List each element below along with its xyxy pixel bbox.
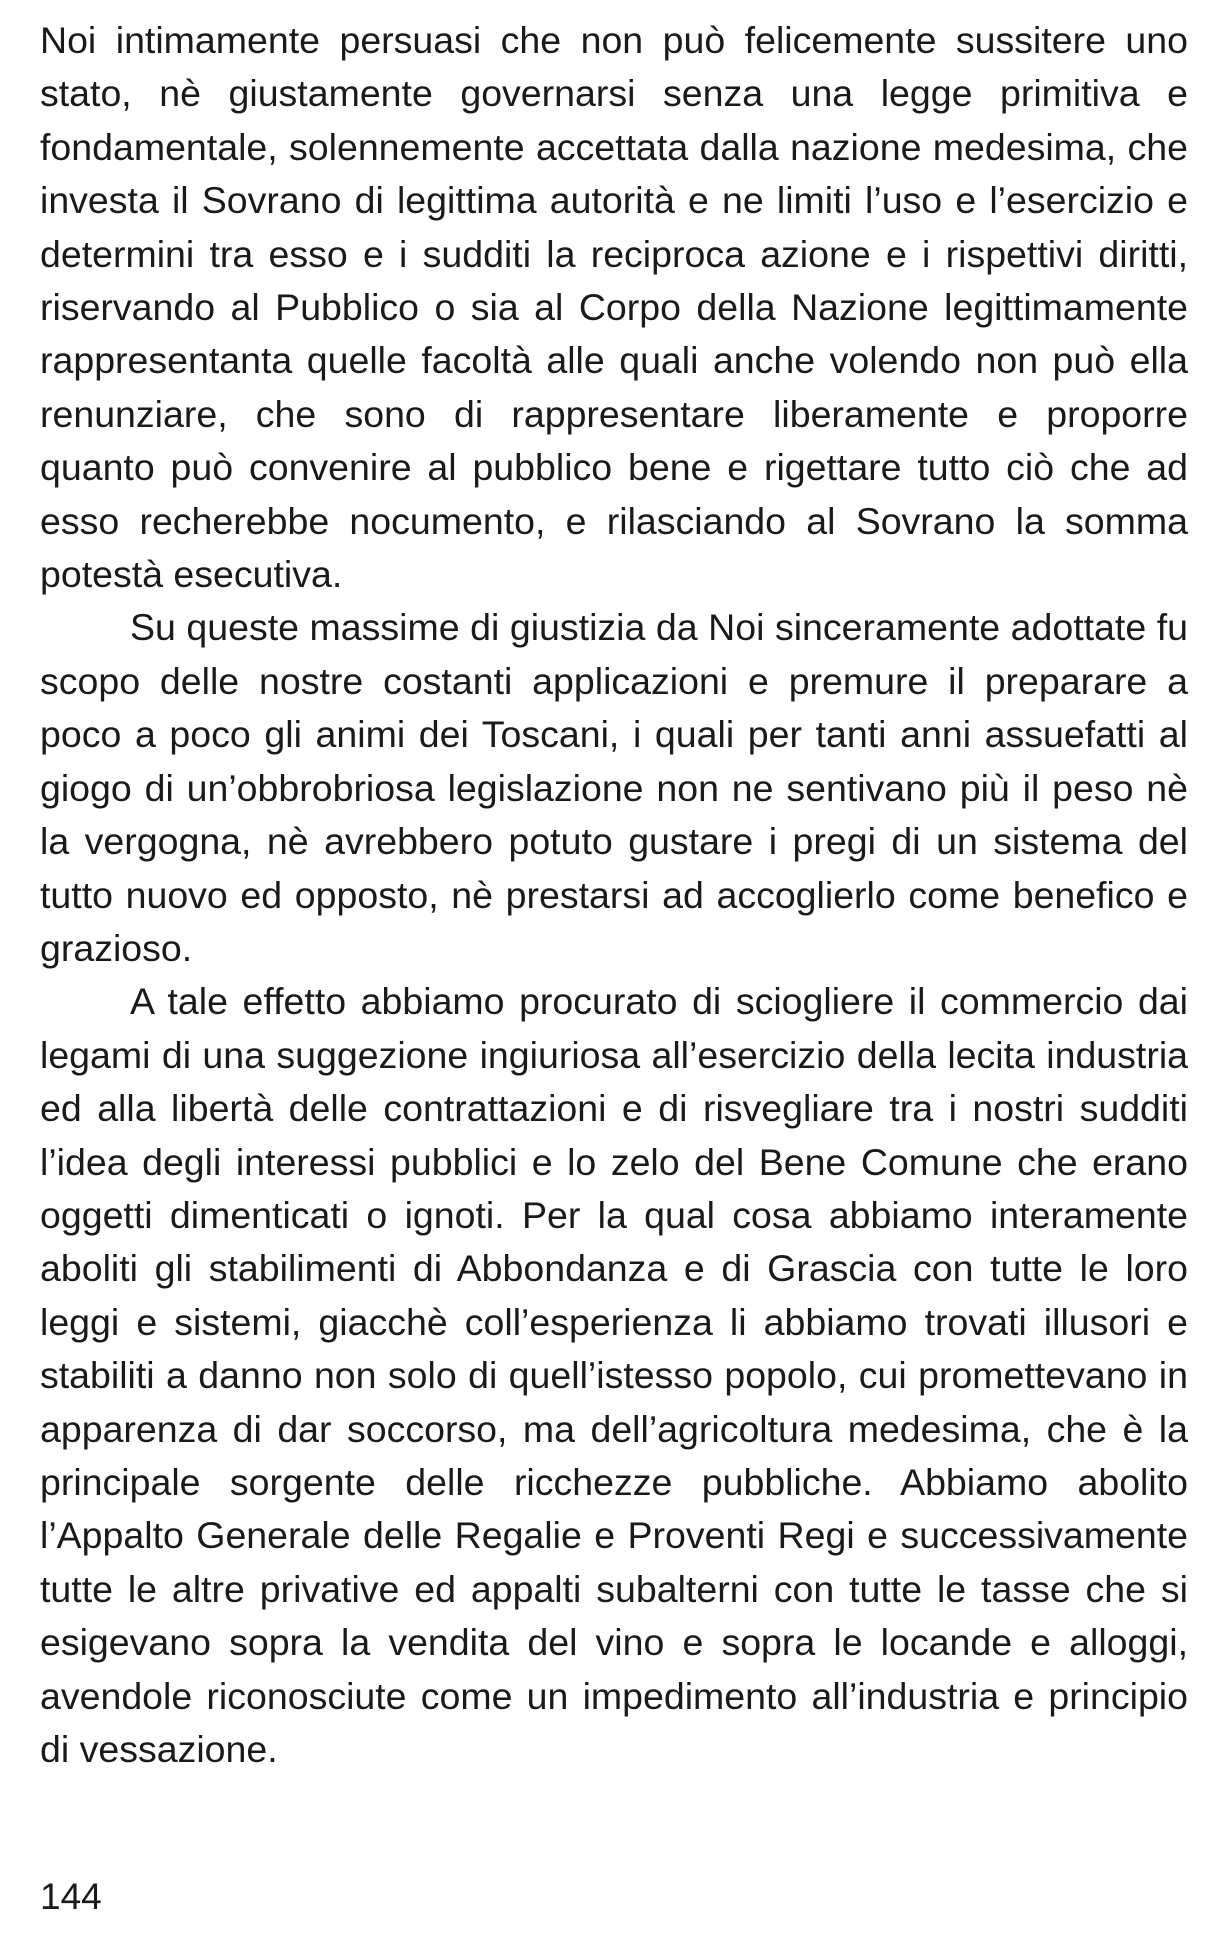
page-body [40,14,1188,1776]
paragraph-1: Noi intimamente persuasi che non può felicemente sussitere uno stato, nè giustamente governarsi senza una legge primitiva e fondamentale, solennemente accettata dalla nazione medesima, che investa il Sovrano di legittima autorità e ne limiti l’uso e l’esercizio e determini tra esso e i sudditi la reciproca azione e i rispettivi diritti, riservando al Pubblico o sia al Corpo della Nazione legittimamente rappresentanta quelle facoltà alle quali anche volendo non può ella renunziare, che sono di rappresentare liberamente e proporre quanto può convenire al pubblico bene e rigettare tutto ciò che ad esso recherebbe nocumento, e rilasciando al Sovrano la somma potestà esecutiva. [40,19,1188,596]
page-number: 144 [40,1876,102,1917]
paragraph-3: A tale effetto abbiamo procurato di sciogliere il commercio dai legami di una suggezione ingiuriosa all’esercizio della lecita industria ed alla libertà delle contrattazioni e di risvegliare tra i nostri sudditi l’idea degli interessi pubblici e lo zelo del Bene Comune che erano oggetti dimenticati o ignoti. Per la qual cosa abbiamo interamente aboliti gli stabilimenti di Abbondanza e di Grascia con tutte le loro leggi e sistemi, giacchè coll’esperienza li abbiamo trovati illusori e stabiliti a danno non solo di quell’istesso popolo, cui promettevano in apparenza di dar soccorso, ma dell’agricoltura medesima, che è la principale sorgente delle ricchezze pubbliche. Abbiamo abolito l’Appalto Generale delle Regalie e Proventi Regi e successivamente tutte le altre privative ed appalti subalterni con tutte le tasse che si esigevano sopra la vendita del vino e sopra le locande e alloggi, avendole riconosciute come un impedimento all’industria e principio di vessazione. [40,980,1188,1770]
paragraph-2: Su queste massime di giustizia da Noi sinceramente adottate fu scopo delle nostre costanti applicazioni e premure il preparare a poco a poco gli animi dei Toscani, i quali per tanti anni assuefatti al giogo di un’obbrobriosa legislazione non ne sentivano più il peso nè la vergogna, nè avrebbero potuto gustare i pregi di un sistema del tutto nuovo ed opposto, nè prestarsi ad accoglierlo come benefico e grazioso. [40,606,1188,969]
